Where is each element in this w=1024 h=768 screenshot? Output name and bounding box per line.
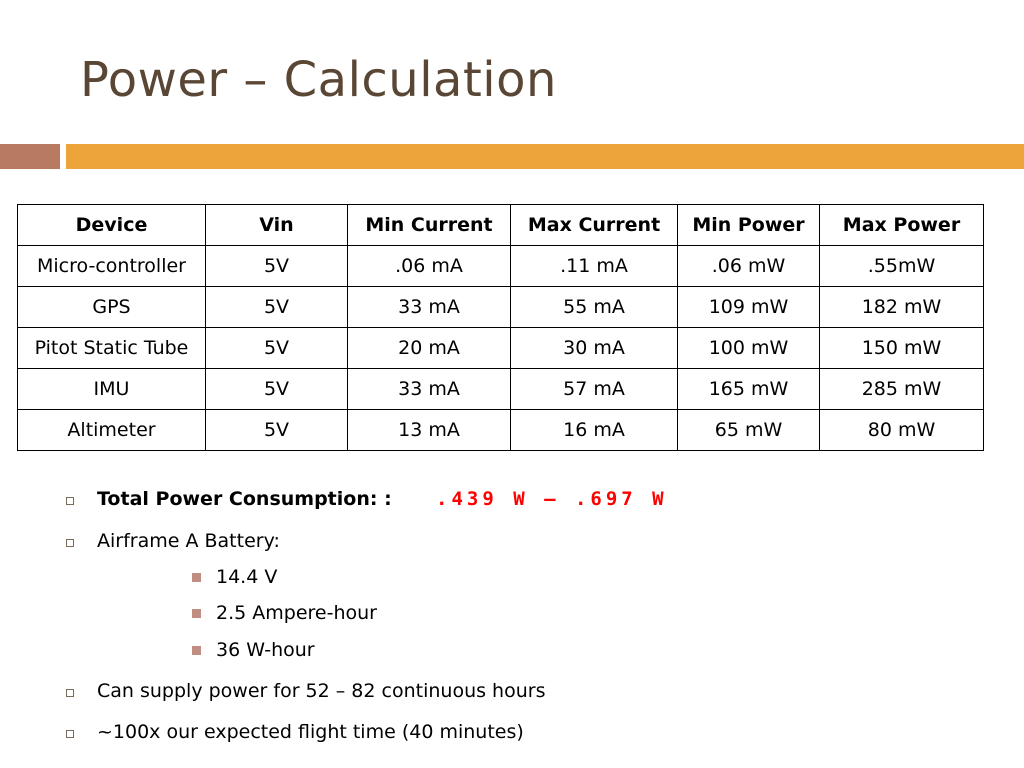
table-cell: 285 mW xyxy=(820,369,984,410)
filled-square-bullet-icon xyxy=(192,646,201,655)
table-row xyxy=(18,246,984,287)
table-cell: IMU xyxy=(18,369,206,410)
table-cell: 80 mW xyxy=(820,410,984,451)
total-power-value: .439 W – .697 W xyxy=(436,488,668,510)
table-cell: 100 mW xyxy=(678,328,820,369)
table-row xyxy=(18,410,984,451)
table-cell: 55 mA xyxy=(511,287,678,328)
total-power-label: Total Power Consumption: : xyxy=(97,488,392,510)
header-accent-bar-right xyxy=(66,144,1024,169)
table-cell: 165 mW xyxy=(678,369,820,410)
hollow-square-bullet-icon xyxy=(66,539,74,547)
flight-text: ~100x our expected flight time (40 minutes) xyxy=(97,721,524,743)
filled-square-bullet-icon xyxy=(192,573,201,582)
header-accent-bar-left xyxy=(0,144,60,169)
slide-title: Power – Calculation xyxy=(80,52,557,108)
sub-bullet-text: 14.4 V xyxy=(216,566,278,588)
power-table xyxy=(17,204,984,451)
table-cell: 20 mA xyxy=(348,328,511,369)
table-cell: 16 mA xyxy=(511,410,678,451)
header-cell: Max Power xyxy=(820,205,984,246)
table-cell: GPS xyxy=(18,287,206,328)
sub-bullet-text: 36 W-hour xyxy=(216,639,315,661)
header-cell: Min Power xyxy=(678,205,820,246)
hollow-square-bullet-icon xyxy=(66,730,74,738)
table-cell: 57 mA xyxy=(511,369,678,410)
table-cell: 150 mW xyxy=(820,328,984,369)
table-row xyxy=(18,328,984,369)
table-cell: .11 mA xyxy=(511,246,678,287)
table-cell: .06 mW xyxy=(678,246,820,287)
table-cell: 5V xyxy=(206,246,348,287)
header-cell: Max Current xyxy=(511,205,678,246)
table-cell: 182 mW xyxy=(820,287,984,328)
table-row xyxy=(18,287,984,328)
table-cell: .55mW xyxy=(820,246,984,287)
table-cell: Pitot Static Tube xyxy=(18,328,206,369)
battery-label: Airframe A Battery: xyxy=(97,530,280,552)
table-row xyxy=(18,369,984,410)
table-cell: 5V xyxy=(206,328,348,369)
hollow-square-bullet-icon xyxy=(66,497,74,505)
header-cell: Device xyxy=(18,205,206,246)
table-cell: Micro-controller xyxy=(18,246,206,287)
sub-bullet-text: 2.5 Ampere-hour xyxy=(216,602,377,624)
header-cell: Vin xyxy=(206,205,348,246)
table-cell: 65 mW xyxy=(678,410,820,451)
table-cell: Altimeter xyxy=(18,410,206,451)
table-cell: 30 mA xyxy=(511,328,678,369)
table-cell: 33 mA xyxy=(348,287,511,328)
table-cell: 5V xyxy=(206,287,348,328)
filled-square-bullet-icon xyxy=(192,609,201,618)
table-cell: 13 mA xyxy=(348,410,511,451)
supply-text: Can supply power for 52 – 82 continuous hours xyxy=(97,680,546,702)
table-cell: 109 mW xyxy=(678,287,820,328)
table-cell: 5V xyxy=(206,410,348,451)
hollow-square-bullet-icon xyxy=(66,689,74,697)
table-cell: 5V xyxy=(206,369,348,410)
table-cell: .06 mA xyxy=(348,246,511,287)
table-cell: 33 mA xyxy=(348,369,511,410)
header-cell: Min Current xyxy=(348,205,511,246)
table-header-row xyxy=(18,205,984,246)
